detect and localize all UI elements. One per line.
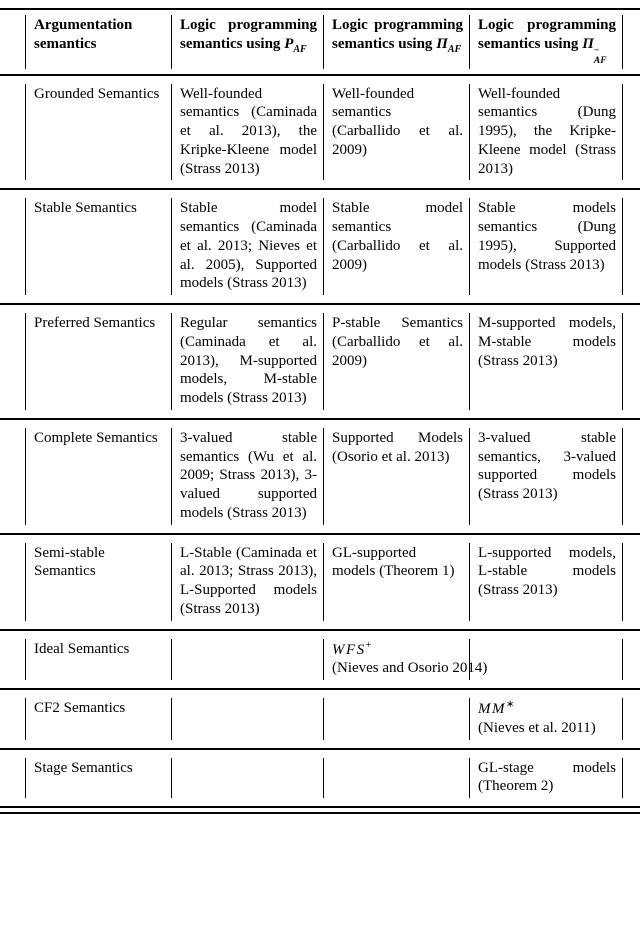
cell-cf2-label: CF2 Semantics (25, 698, 171, 740)
cell-stage-piaf (323, 758, 469, 799)
row-stage-semantics (25, 758, 623, 799)
cell-grounded-pim: Well-founded semantics (Dung 1995), the Kripke-Kleene model (Strass 2013) (469, 84, 623, 181)
row-rule (0, 533, 640, 535)
header-argumentation-semantics (25, 15, 171, 69)
row-ideal-semantics (25, 639, 623, 681)
row-rule (0, 688, 640, 690)
math-superscript: ∗ (506, 699, 515, 711)
math-P-AF: $P_{AF}$ (284, 35, 307, 55)
row-rule (0, 418, 640, 420)
cell-preferred-piaf: P-stable Semantics (Carballido et al. 2009) (323, 313, 469, 410)
cell-cf2-pim (469, 698, 623, 740)
cell-grounded-paf: Well-founded semantics (Caminada et al. 2013), the Kripke-Kleene model (Strass 2013) (171, 84, 323, 181)
row-rule (0, 629, 640, 631)
citation: (Nieves and Osorio 2014) (332, 660, 488, 677)
cell-stable-pim: Stable models semantics (Dung 1995), Supported models (Strass 2013) (469, 198, 623, 295)
header-text: Logic programming semantics using (180, 17, 317, 52)
cell-ideal-label: Ideal Semantics (25, 639, 171, 681)
cell-grounded-label: Grounded Semantics (25, 84, 171, 181)
cell-cf2-paf (171, 698, 323, 740)
math-superscript: − (593, 45, 600, 56)
cell-preferred-label: Preferred Semantics (25, 313, 171, 410)
cell-stage-pim: GL-stage models (Theorem 2) (469, 758, 623, 799)
cell-complete-paf: 3-valued stable semantics (Wu et al. 2009; Strass 2013), 3-valued supported models (Strass 2013) (171, 428, 323, 525)
row-rule (0, 748, 640, 750)
header-lp-paf (171, 15, 323, 69)
cell-complete-label: Complete Semantics (25, 428, 171, 525)
math-WFS: WFS (332, 641, 366, 658)
cell-complete-piaf: Supported Models (Osorio et al. 2013) (323, 428, 469, 525)
row-cf2-semantics (25, 698, 623, 740)
cell-cf2-piaf (323, 698, 469, 740)
cell-stable-label: Stable Semantics (25, 198, 171, 295)
row-preferred-semantics (25, 313, 623, 410)
cell-stage-label: Stage Semantics (25, 758, 171, 799)
cell-semistable-pim: L-supported models, L-stable models (Strass 2013) (469, 543, 623, 621)
row-semistable-semantics (25, 543, 623, 621)
cell-semistable-paf: L-Stable (Caminada et al. 2013; Strass 2013), L-Supported models (Strass 2013) (171, 543, 323, 621)
row-grounded-semantics (25, 84, 623, 181)
cell-semistable-label: Semi-stable Semantics (25, 543, 171, 621)
cell-grounded-piaf: Well-founded semantics (Carballido et al. 2009) (323, 84, 469, 181)
math-Pi-AF: $\Pi_{AF}$ (436, 35, 462, 55)
row-rule (0, 188, 640, 190)
header-text: Argumentation semantics (34, 17, 133, 52)
cell-ideal-piaf (323, 639, 488, 681)
table-top-rule (0, 8, 640, 10)
cell-preferred-paf: Regular semantics (Caminada et al. 2013), M-supported models, M-stable models (Strass 2013) (171, 313, 323, 410)
math-MM: MM (478, 701, 506, 718)
header-lp-piaf-minus (469, 15, 623, 69)
math-superscript: + (365, 639, 372, 651)
cell-stable-paf: Stable model semantics (Caminada et al. 2013; Nieves et al. 2005), Supported models (Strass 2013) (171, 198, 323, 295)
cell-stable-piaf: Stable model semantics (Carballido et al. 2009) (323, 198, 469, 295)
header-rule (0, 74, 640, 76)
math-Pi-minus-AF: Π − AF (582, 35, 607, 66)
cell-preferred-pim: M-supported models, M-stable models (Strass 2013) (469, 313, 623, 410)
header-lp-piaf (323, 15, 469, 69)
table-bottom-rule-2 (0, 812, 640, 814)
cell-stage-paf (171, 758, 323, 799)
row-stable-semantics (25, 198, 623, 295)
cell-complete-pim: 3-valued stable semantics, 3-valued supported models (Strass 2013) (469, 428, 623, 525)
citation: (Nieves et al. 2011) (478, 719, 596, 736)
cell-ideal-pim (469, 639, 623, 681)
header-text: Logic programming semantics using (478, 17, 616, 52)
cell-semistable-piaf: GL-supported models (Theorem 1) (323, 543, 469, 621)
table-header-row (25, 15, 623, 69)
math-subscript: AF (593, 55, 607, 66)
cell-ideal-paf (171, 639, 323, 681)
row-complete-semantics (25, 428, 623, 525)
row-rule (0, 303, 640, 305)
header-text: Logic programming semantics using (332, 17, 463, 52)
